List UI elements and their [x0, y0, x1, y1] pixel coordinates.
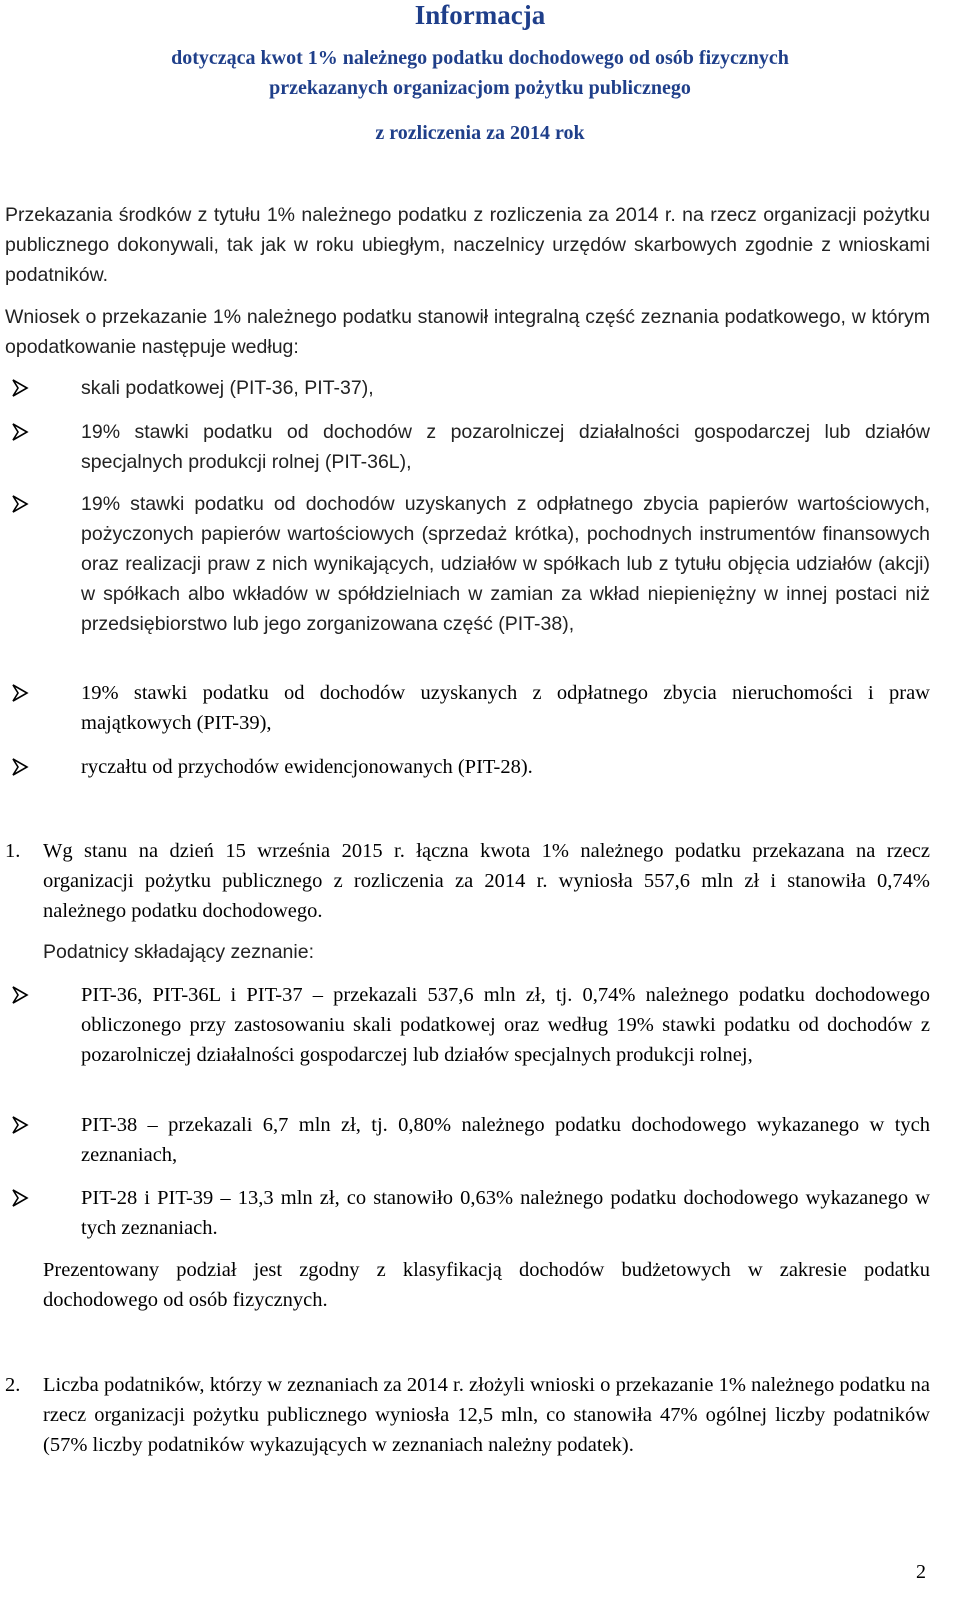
arrow-bullet-icon — [5, 1110, 35, 1140]
arrow-bullet-icon — [5, 417, 35, 447]
arrow-bullet-icon — [5, 373, 35, 403]
section-text: Wg stanu na dzień 15 września 2015 r. łączna kwota 1% należnego podatku przekazana na rzecz organizacji pożytku publicznego z rozliczenia za 2014 r. wyniosła 557,6 mln zł i stanowiła 0,74% należnego podatku dochodowego. — [43, 840, 930, 922]
page-title: Informacja — [414, 0, 546, 30]
subtitle-line-1: dotycząca kwot 1% należnego podatku dochodowego od osób fizycznych — [171, 47, 789, 69]
section-number: 2. — [5, 1374, 21, 1396]
list-item-text: PIT-28 i PIT-39 – 13,3 mln zł, co stanowiło 0,63% należnego podatku dochodowego wykazanego w tych zeznaniach. — [81, 1187, 930, 1239]
intro-paragraph-1: Przekazania środków z tytułu 1% należnego podatku z rozliczenia za 2014 r. na rzecz organizacji pożytku publicznego dokonywali, tak jak w roku ubiegłym, naczelnicy urzędów skarbowych zgodnie z wnioskami podatników. — [5, 204, 930, 286]
arrow-bullet-icon — [5, 489, 35, 519]
list-item-text: PIT-38 – przekazali 6,7 mln zł, tj. 0,80% należnego podatku dochodowego wykazanego w tych zeznaniach, — [81, 1114, 930, 1166]
arrow-bullet-icon — [5, 678, 35, 708]
section-1-lead: Podatnicy składający zeznanie: — [43, 941, 314, 963]
section-text: Liczba podatników, którzy w zeznaniach za 2014 r. złożyli wnioski o przekazanie 1% należnego podatku na rzecz organizacji pożytku publicznego wyniosła 12,5 mln, co stanowiła 47% ogólnej liczby podatników (57% liczby podatników wykazujących w zeznaniach należny podatek). — [43, 1374, 930, 1456]
list-item-text: ryczałtu od przychodów ewidencjonowanych (PIT-28). — [81, 756, 533, 778]
list-item-text: 19% stawki podatku od dochodów uzyskanych z odpłatnego zbycia papierów wartościowych, pożyczonych papierów wartościowych (sprzedaż krótka), pochodnych instrumentów finansowych oraz realizacji praw z nich wynikających, udziałów w spółkach lub z tytułu objęcia udziałów (akcji) w spółkach albo wkładów w spółdzielniach w zamian za wkład niepieniężny w innej postaci niż przedsiębiorstwo lub jego zorganizowana część (PIT-38), — [81, 493, 930, 635]
list-item-text: skali podatkowej (PIT-36, PIT-37), — [81, 377, 374, 399]
subtitle-line-2: przekazanych organizacjom pożytku publicznego — [269, 77, 691, 99]
arrow-bullet-icon — [5, 752, 35, 782]
arrow-bullet-icon — [5, 980, 35, 1010]
list-item-text: 19% stawki podatku od dochodów uzyskanych z odpłatnego zbycia nieruchomości i praw majątkowych (PIT-39), — [81, 682, 930, 734]
list-item-text: 19% stawki podatku od dochodów z pozarolniczej działalności gospodarczej lub działów specjalnych produkcji rolnej (PIT-36L), — [81, 421, 930, 473]
section-number: 1. — [5, 840, 21, 862]
list-item-text: PIT-36, PIT-36L i PIT-37 – przekazali 537,6 mln zł, tj. 0,74% należnego podatku dochodowego obliczonego przy zastosowaniu skali podatkowej oraz według 19% stawki podatku od dochodów z pozarolniczej działalności gospodarczej lub działów specjalnych produkcji rolnej, — [81, 984, 930, 1066]
intro-paragraph-2: Wniosek o przekazanie 1% należnego podatku stanowił integralną część zeznania podatkowego, w którym opodatkowanie następuje według: — [5, 306, 930, 358]
page-number: 2 — [916, 1561, 926, 1583]
classification-note: Prezentowany podział jest zgodny z klasyfikacją dochodów budżetowych w zakresie podatku dochodowego od osób fizycznych. — [43, 1259, 930, 1311]
arrow-bullet-icon — [5, 1183, 35, 1213]
subtitle-line-3: z rozliczenia za 2014 rok — [375, 122, 585, 144]
